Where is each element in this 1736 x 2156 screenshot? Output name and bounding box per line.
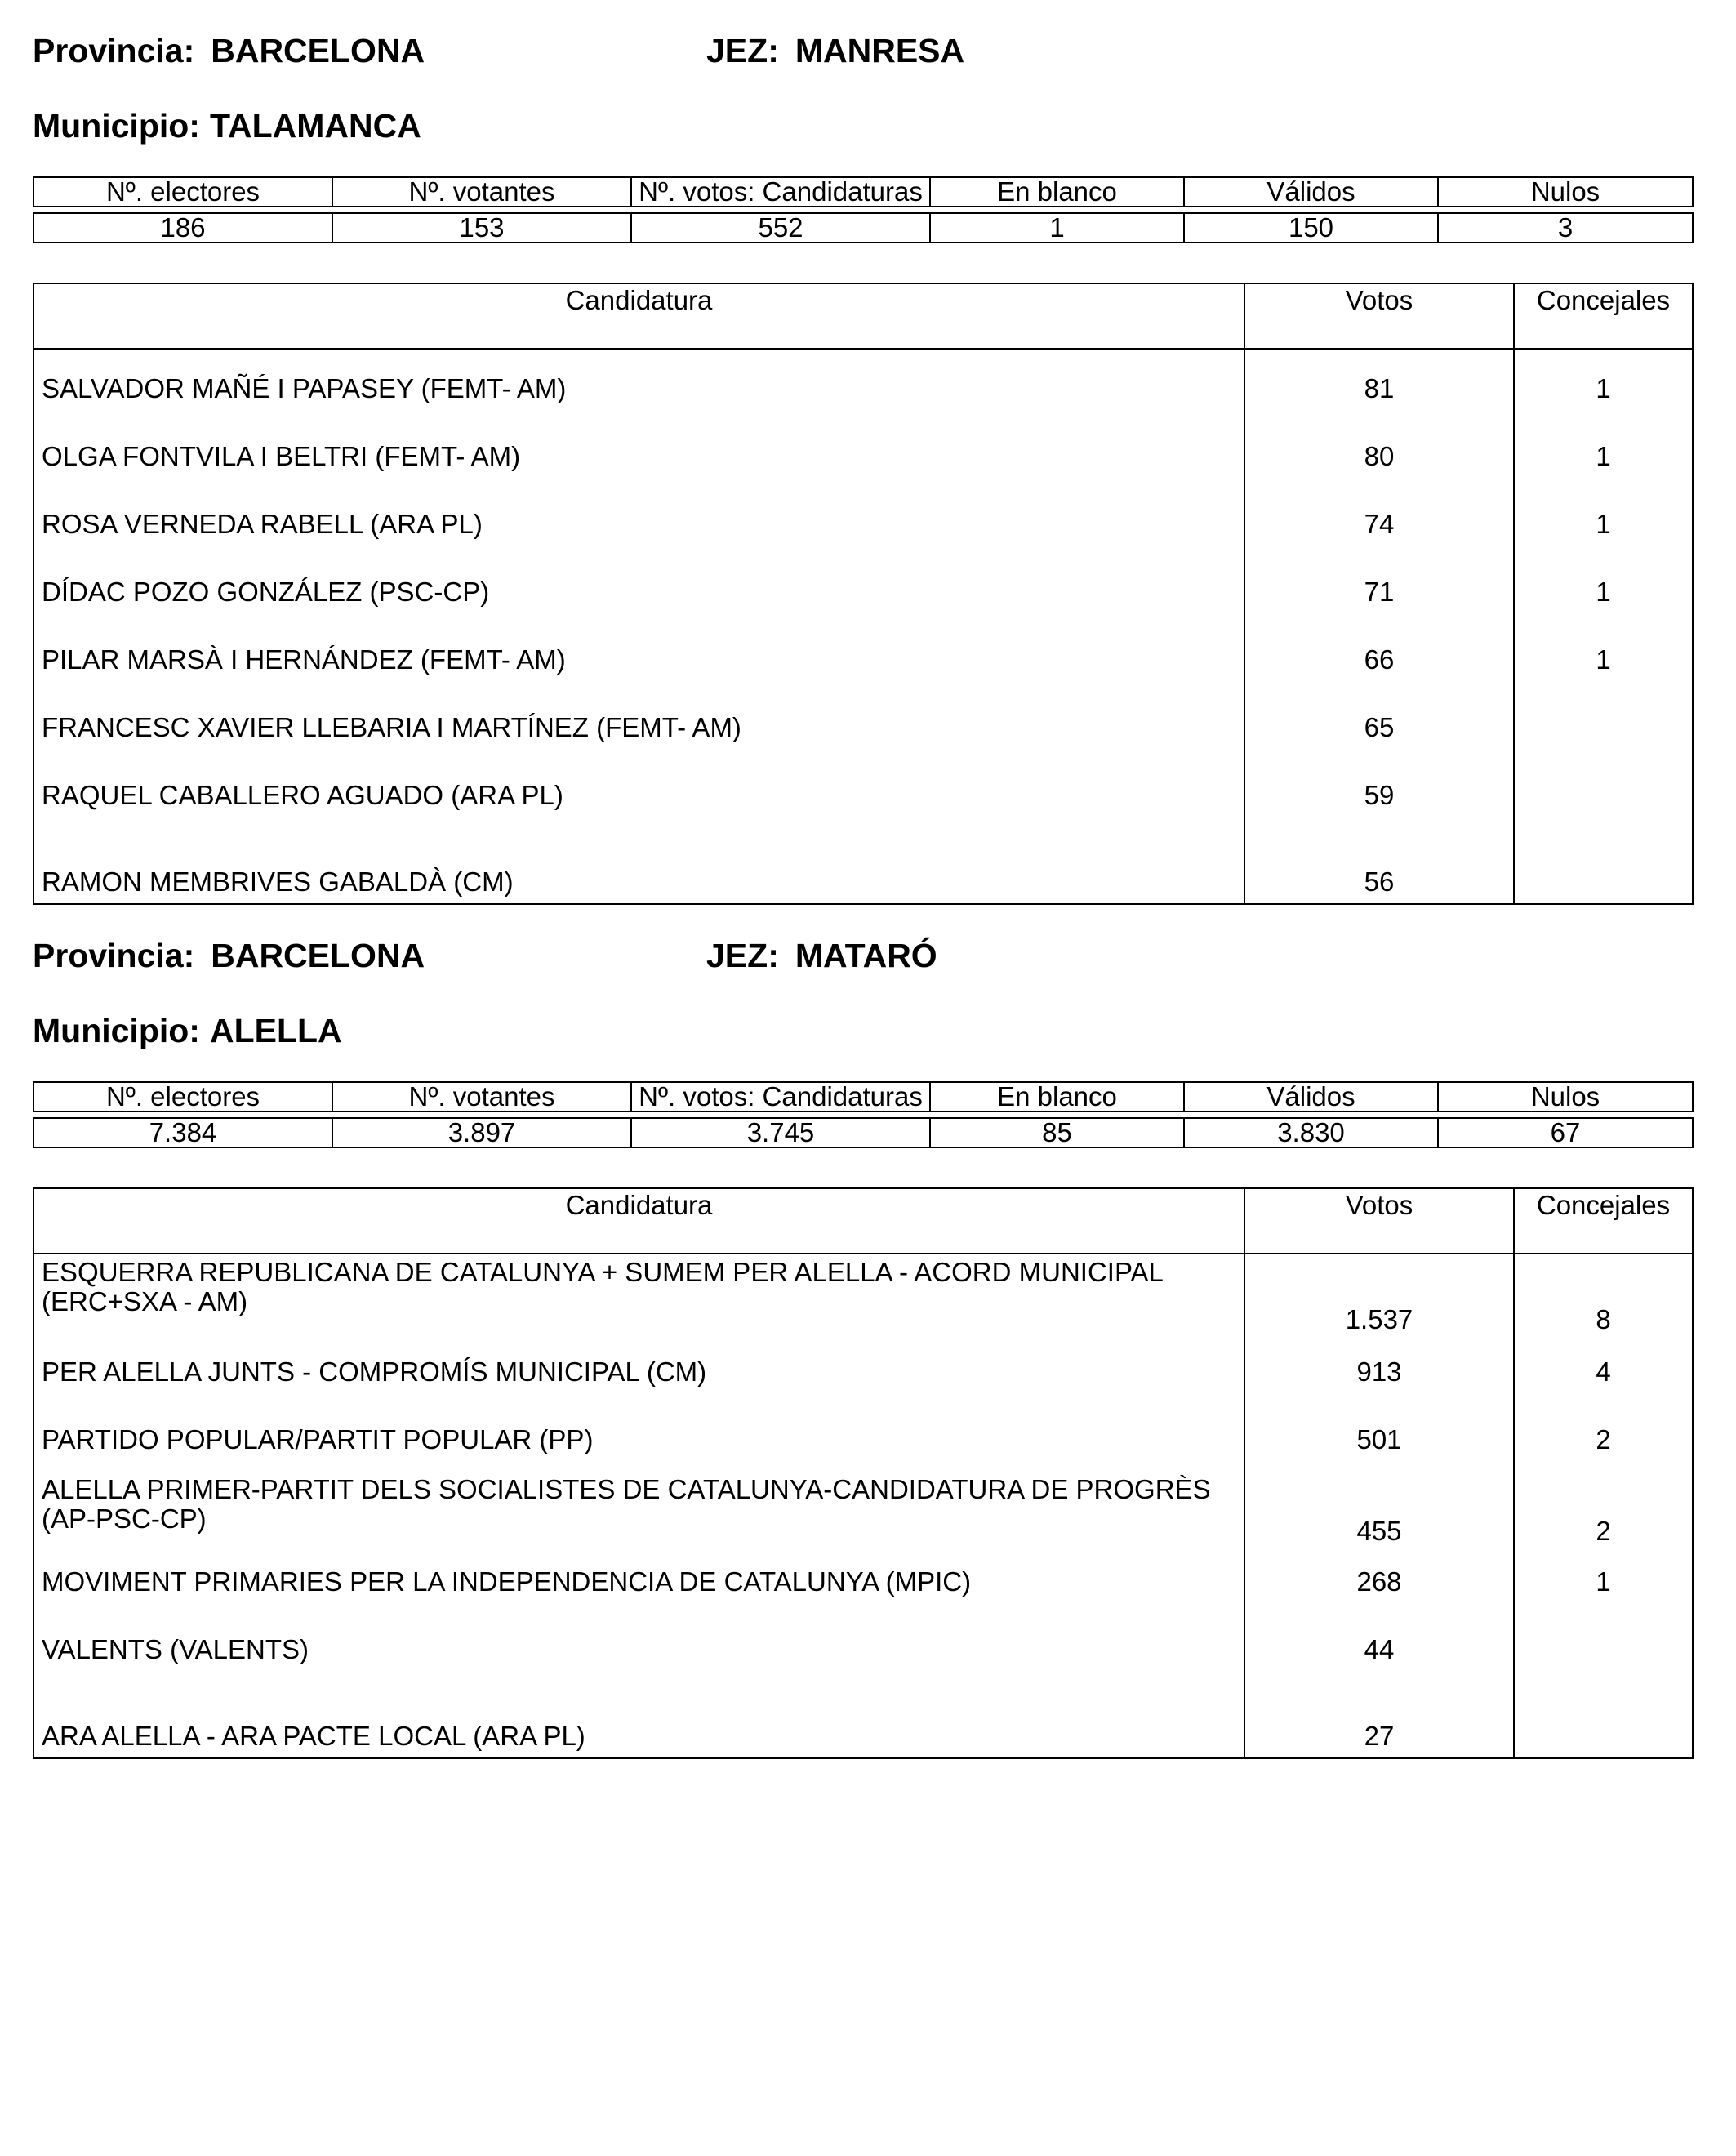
summary-value-cell: 153 [332,213,631,243]
summary-value-cell: 3 [1438,213,1693,243]
candidate-votes: 501 [1244,1405,1514,1473]
candidate-votes: 268 [1244,1548,1514,1615]
jez-value: MATARÓ [795,937,937,974]
results-row [33,829,1693,904]
results-row [33,1548,1693,1615]
jez-heading: JEZ: MATARÓ [706,937,937,974]
candidate-votes: 913 [1244,1338,1514,1405]
summary-value-cell: 85 [930,1118,1184,1147]
candidatura-header: Candidatura [33,1188,1244,1254]
candidate-seats [1514,829,1693,904]
results-row [33,693,1693,761]
concejales-header: Concejales [1514,1188,1693,1254]
candidate-seats: 1 [1514,1548,1693,1615]
jez-heading: JEZ: MANRESA [706,32,965,69]
candidate-name: MOVIMENT PRIMARIES PER LA INDEPENDENCIA DE CATALUNYA (MPIC) [33,1548,1244,1615]
results-row [33,1615,1693,1683]
candidate-seats [1514,693,1693,761]
summary-header-cell: Válidos [1184,1082,1438,1111]
candidate-name: VALENTS (VALENTS) [33,1615,1244,1683]
candidate-name: PARTIDO POPULAR/PARTIT POPULAR (PP) [33,1405,1244,1473]
candidate-seats: 1 [1514,626,1693,693]
candidate-name: RAMON MEMBRIVES GABALDÀ (CM) [33,829,1244,904]
summary-value-cell: 552 [631,213,930,243]
summary-header-cell: En blanco [930,1082,1184,1111]
results-row [33,1338,1693,1405]
results-row [33,1473,1693,1548]
results-row [33,1254,1693,1338]
summary-header-cell: Nulos [1438,177,1693,207]
summary-header-cell: Nº. votos: Candidaturas [631,1082,930,1111]
results-table [33,283,1694,905]
summary-header-row [33,1082,1693,1111]
candidate-seats [1514,761,1693,829]
summary-header-cell: En blanco [930,177,1184,207]
candidate-votes: 59 [1244,761,1514,829]
summary-value-cell: 3.897 [332,1118,631,1147]
candidate-seats: 2 [1514,1405,1693,1473]
summary-header-cell: Válidos [1184,177,1438,207]
results-row [33,1405,1693,1473]
candidate-votes: 56 [1244,829,1514,904]
summary-value-row [33,213,1693,243]
candidate-votes: 44 [1244,1615,1514,1683]
summary-value-cell: 150 [1184,213,1438,243]
provincia-heading: Provincia: BARCELONA [33,32,425,69]
candidate-name: PILAR MARSÀ I HERNÁNDEZ (FEMT- AM) [33,626,1244,693]
results-row [33,761,1693,829]
candidate-name: ROSA VERNEDA RABELL (ARA PL) [33,490,1244,558]
candidate-votes: 66 [1244,626,1514,693]
candidate-votes: 65 [1244,693,1514,761]
candidate-name: OLGA FONTVILA I BELTRI (FEMT- AM) [33,422,1244,490]
municipio-value: TALAMANCA [209,107,421,145]
candidate-seats [1514,1615,1693,1683]
candidate-name: ESQUERRA REPUBLICANA DE CATALUNYA + SUMEM PER ALELLA - ACORD MUNICIPAL (ERC+SXA - AM) [33,1254,1244,1338]
candidate-votes: 1.537 [1244,1254,1514,1338]
summary-value-cell: 7.384 [33,1118,332,1147]
summary-value-cell: 1 [930,213,1184,243]
summary-value-cell: 186 [33,213,332,243]
summary-header-cell: Nº. votantes [332,1082,631,1111]
candidate-seats: 1 [1514,422,1693,490]
candidate-seats: 2 [1514,1473,1693,1548]
candidate-votes: 27 [1244,1683,1514,1758]
candidate-name: FRANCESC XAVIER LLEBARIA I MARTÍNEZ (FEMT- AM) [33,693,1244,761]
results-header-row [33,283,1693,349]
municipio-heading: Municipio: ALELLA [33,1012,342,1049]
results-row [33,354,1693,422]
candidate-seats: 1 [1514,354,1693,422]
provincia-heading: Provincia: BARCELONA [33,937,425,974]
candidate-votes: 74 [1244,490,1514,558]
results-row [33,626,1693,693]
candidate-votes: 455 [1244,1473,1514,1548]
summary-header-cell: Nulos [1438,1082,1693,1111]
candidate-name: PER ALELLA JUNTS - COMPROMÍS MUNICIPAL (CM) [33,1338,1244,1405]
candidate-seats: 8 [1514,1254,1693,1338]
candidate-votes: 80 [1244,422,1514,490]
provincia-value: BARCELONA [211,32,425,69]
candidate-seats [1514,1683,1693,1758]
candidate-votes: 71 [1244,558,1514,626]
summary-header-row [33,177,1693,207]
summary-header-cell: Nº. votos: Candidaturas [631,177,930,207]
summary-table [33,176,1694,243]
summary-table [33,1081,1694,1148]
summary-value-cell: 67 [1438,1118,1693,1147]
results-row [33,490,1693,558]
votos-header: Votos [1244,283,1514,349]
results-row [33,1683,1693,1758]
summary-header-cell: Nº. electores [33,1082,332,1111]
candidate-votes: 81 [1244,354,1514,422]
summary-value-cell: 3.745 [631,1118,930,1147]
votos-header: Votos [1244,1188,1514,1254]
concejales-header: Concejales [1514,283,1693,349]
municipio-heading: Municipio: TALAMANCA [33,107,421,145]
provincia-value: BARCELONA [211,937,425,974]
results-row [33,558,1693,626]
candidate-name: RAQUEL CABALLERO AGUADO (ARA PL) [33,761,1244,829]
summary-value-cell: 3.830 [1184,1118,1438,1147]
candidate-seats: 4 [1514,1338,1693,1405]
candidate-seats: 1 [1514,490,1693,558]
municipio-value: ALELLA [209,1012,342,1049]
jez-value: MANRESA [795,32,965,69]
candidate-seats: 1 [1514,558,1693,626]
candidate-name: ALELLA PRIMER-PARTIT DELS SOCIALISTES DE CATALUNYA-CANDIDATURA DE PROGRÈS (AP-PSC-CP) [33,1473,1244,1548]
summary-value-row [33,1118,1693,1147]
results-table [33,1187,1694,1759]
candidate-name: DÍDAC POZO GONZÁLEZ (PSC-CP) [33,558,1244,626]
results-header-row [33,1188,1693,1254]
candidatura-header: Candidatura [33,283,1244,349]
results-row [33,422,1693,490]
candidate-name: SALVADOR MAÑÉ I PAPASEY (FEMT- AM) [33,354,1244,422]
summary-header-cell: Nº. electores [33,177,332,207]
candidate-name: ARA ALELLA - ARA PACTE LOCAL (ARA PL) [33,1683,1244,1758]
summary-header-cell: Nº. votantes [332,177,631,207]
